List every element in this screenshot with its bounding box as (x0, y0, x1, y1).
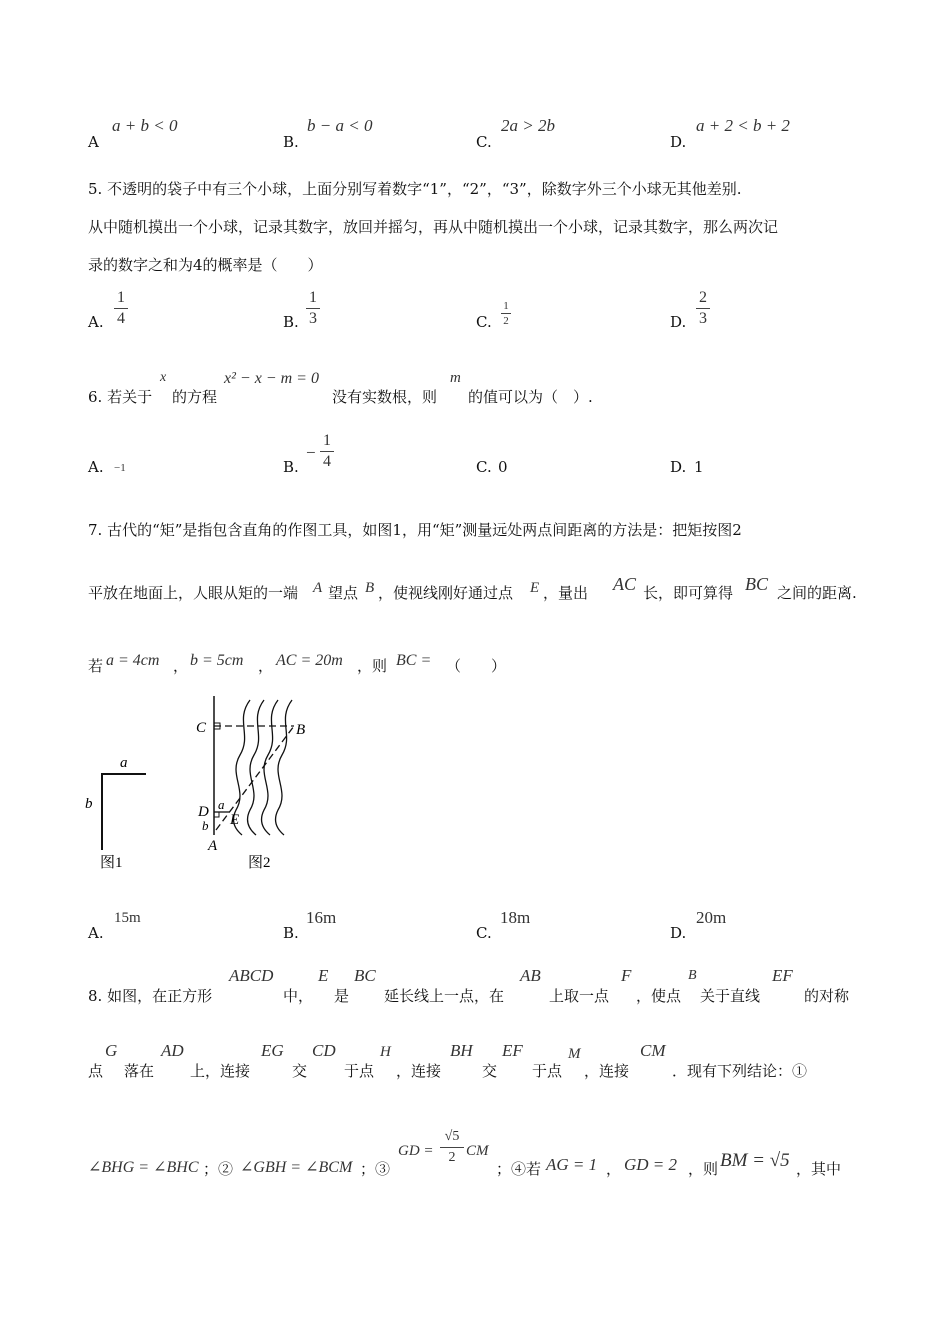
q7-line2-f: 之间的距离. (777, 584, 857, 602)
q5-option-c-label: C. (476, 313, 492, 331)
q8-l1-t0: 8. 如图，在正方形 (88, 987, 213, 1005)
fig2-label-b-small: b (202, 818, 209, 833)
q8-l1-t6: 延长线上一点，在 (384, 987, 505, 1005)
q8-l3-s1: ；② (203, 1160, 234, 1178)
q5-line2: 从中随机摸出一个小球，记录其数字，放回并摇匀，再从中随机摸出一个小球，记录其数字，那么两次记 (88, 218, 779, 236)
fig2-label-c: C (196, 720, 207, 736)
q7-line1: 7. 古代的“矩”是指包含直角的作图工具，如图1，用“矩”测量远处两点间距离的方法是：把矩按图2 (88, 521, 742, 539)
q7-ask-bc: BC = (396, 652, 432, 669)
q7-option-c-value: 18m (500, 908, 531, 927)
q6-option-c-label: C. (476, 458, 492, 476)
q8-l2-t2: 落在 (124, 1062, 155, 1080)
q7-condition-ac: AC = 20m (276, 652, 343, 669)
q8-l2-cm: CM (640, 1041, 666, 1060)
fig1-label-b: b (85, 796, 93, 812)
q4-option-d-expr: a + 2 < b + 2 (696, 116, 790, 135)
q4-option-c-label: C. (476, 133, 492, 151)
fig2-label-a-point: A (208, 838, 218, 854)
q7-sep-2: ， (258, 657, 274, 675)
q7-condition-b: b = 5cm (190, 652, 244, 669)
q8-l2-ad: AD (161, 1041, 184, 1060)
q7-segment-bc: BC (745, 574, 769, 594)
q8-l3-s6: ，其中 (796, 1160, 842, 1178)
q8-l2-t10: ，连接 (396, 1062, 442, 1080)
q8-l1-e: E (318, 966, 329, 985)
q7-line3-b: ，则 (357, 657, 388, 675)
q8-conclusion-3-fraction: √5 2 (440, 1128, 464, 1167)
q8-conclusion-4-ag: AG = 1 (546, 1155, 598, 1174)
q8-l2-h: H (380, 1044, 391, 1060)
q8-l1-t12: 关于直线 (700, 987, 761, 1005)
q8-conclusion-4-gd: GD = 2 (624, 1155, 678, 1174)
fig2-caption: 图2 (248, 855, 271, 871)
q7-line3-c: （ ） (446, 657, 507, 675)
q4-option-b-expr: b − a < 0 (307, 116, 373, 135)
q7-sep-1: ， (173, 657, 189, 675)
q4-option-a-expr: a + b < 0 (112, 116, 178, 135)
q7-line2-c: ，使视线刚好通过点 (378, 584, 514, 602)
q6-option-b-sign: − (306, 443, 316, 462)
q6-option-a-label: A. (88, 458, 104, 476)
q8-l1-t2: 中， (283, 987, 314, 1005)
q7-point-e: E (530, 580, 540, 596)
q8-l2-t8: 于点 (344, 1062, 375, 1080)
q7-line2-d: ，量出 (543, 584, 589, 602)
q8-l3-s3: ；④若 (496, 1160, 542, 1178)
q7-line2-e: 长，即可算得 (643, 584, 734, 602)
q8-l2-t6: 交 (292, 1062, 308, 1080)
q8-l2-t12: 交 (482, 1062, 498, 1080)
q8-l2-ef: EF (502, 1041, 523, 1060)
q6-option-b-fraction: 1 4 (320, 432, 334, 471)
q8-l1-t10: ，使点 (636, 987, 682, 1005)
q7-figure-1 (80, 750, 160, 880)
fig2-label-b-point: B (296, 722, 306, 738)
q6-text-2: 的方程 (172, 388, 218, 406)
q8-l3-s4: ， (606, 1160, 622, 1178)
q8-l2-t16: ，连接 (584, 1062, 630, 1080)
fig2-label-a-small: a (218, 797, 225, 812)
q8-l2-t14: 于点 (532, 1062, 563, 1080)
q7-segment-ac: AC (613, 574, 637, 594)
q4-option-c-expr: 2a > 2b (501, 116, 555, 135)
fig2-label-d: D (198, 804, 209, 820)
q4-option-d-label: D. (670, 133, 687, 151)
fig2-label-e: E (230, 812, 240, 828)
q6-equation: x² − x − m = 0 (224, 370, 319, 387)
q6-var-x: x (160, 370, 167, 385)
q8-l2-bh: BH (450, 1041, 473, 1060)
q6-option-d-label: D. (670, 458, 687, 476)
q5-option-a-label: A. (88, 313, 104, 331)
q8-l1-t4: 是 (334, 987, 350, 1005)
q7-point-a: A (313, 580, 323, 596)
q8-conclusion-4-bm: BM = √5 (720, 1150, 790, 1171)
q6-var-m: m (450, 370, 461, 386)
q7-figure-2 (190, 690, 330, 880)
q8-conclusion-3-lhs: GD = (398, 1143, 434, 1159)
q7-condition-a: a = 4cm (106, 652, 160, 669)
q7-option-d-label: D. (670, 924, 687, 942)
q8-l1-b: B (688, 968, 697, 983)
q8-conclusion-2: ∠GBH = ∠BCM (240, 1159, 353, 1176)
q8-l2-cd: CD (312, 1041, 336, 1060)
q8-l1-abcd: ABCD (229, 966, 274, 985)
q8-l1-ef: EF (772, 966, 793, 985)
q5-option-c-fraction: 1 2 (501, 300, 511, 327)
q8-conclusion-3-cm: CM (466, 1143, 489, 1159)
fig1-caption: 图1 (100, 855, 123, 871)
q8-l1-t14: 的对称 (804, 987, 850, 1005)
q8-l3-s2: ；③ (360, 1160, 391, 1178)
q8-l2-m: M (568, 1046, 581, 1062)
q6-option-d-value: 1 (694, 458, 704, 476)
q6-text-3: 没有实数根，则 (332, 388, 438, 406)
q5-option-d-label: D. (670, 313, 687, 331)
q7-line2-a: 平放在地面上，人眼从矩的一端 (88, 584, 299, 602)
q7-option-b-label: B. (283, 924, 299, 942)
q6-option-c-value: 0 (498, 458, 508, 476)
q7-line3-a: 若 (88, 657, 104, 675)
q5-line3: 录的数字之和为4的概率是（ ） (88, 256, 323, 274)
q8-l2-g: G (105, 1041, 118, 1060)
q8-l1-t8: 上取一点 (549, 987, 610, 1005)
q5-option-b-label: B. (283, 313, 299, 331)
q4-option-b-label: B. (283, 133, 299, 151)
q8-l1-f: F (621, 966, 632, 985)
q8-l1-ab: AB (520, 966, 541, 985)
q7-line2-b: 望点 (328, 584, 359, 602)
q8-conclusion-1: ∠BHG = ∠BHC (88, 1159, 199, 1176)
q6-option-a-value: −1 (114, 462, 126, 474)
q4-option-a-label: A (88, 133, 99, 151)
q6-text-1: 6. 若关于 (88, 388, 153, 406)
q7-option-d-value: 20m (696, 908, 727, 927)
q8-l1-bc: BC (354, 966, 376, 985)
q7-option-a-value: 15m (114, 910, 141, 926)
q7-option-c-label: C. (476, 924, 492, 942)
q7-option-b-value: 16m (306, 908, 337, 927)
fig1-label-a: a (120, 755, 128, 771)
q7-point-b: B (365, 580, 375, 596)
q8-l2-eg: EG (261, 1041, 284, 1060)
q5-option-a-fraction: 1 4 (114, 289, 128, 328)
q5-line1: 5. 不透明的袋子中有三个小球，上面分别写着数字“1”，“2”，“3”，除数字外三个小球无其他差别. (88, 180, 742, 198)
q7-option-a-label: A. (88, 924, 104, 942)
q6-option-b-label: B. (283, 458, 299, 476)
q5-option-b-fraction: 1 3 (306, 289, 320, 328)
q5-option-d-fraction: 2 3 (696, 289, 710, 328)
q8-l2-t4: 上，连接 (190, 1062, 251, 1080)
q8-l2-t18: ．现有下列结论：① (672, 1062, 808, 1080)
q8-l2-t0: 点 (88, 1062, 104, 1080)
q8-l3-s5: ，则 (688, 1160, 719, 1178)
q6-text-4: 的值可以为（ ）. (468, 388, 593, 406)
